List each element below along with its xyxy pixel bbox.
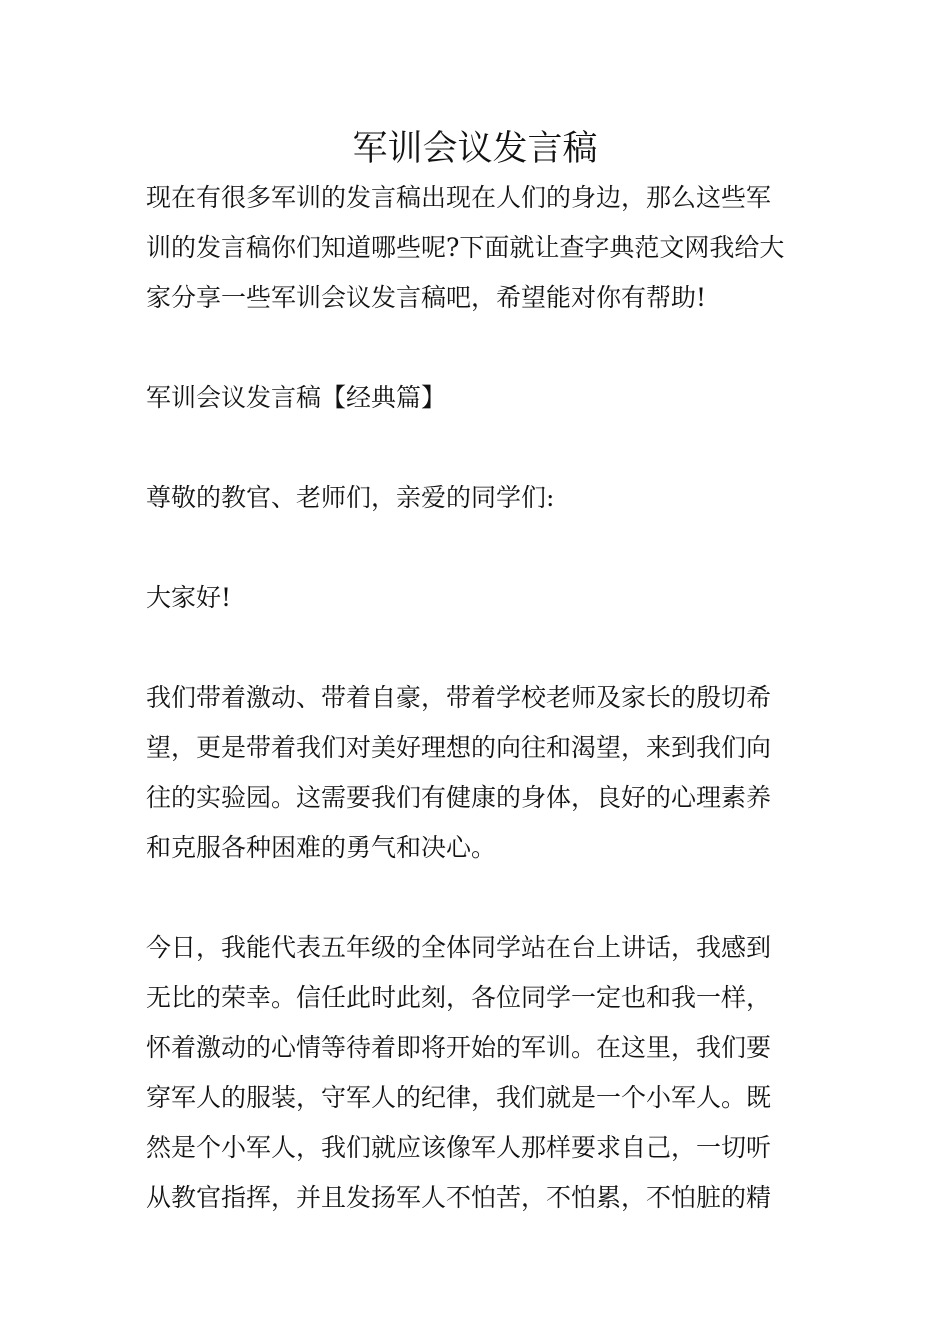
- text-line: 现在有很多军训的发言稿出现在人们的身边，那么这些军: [146, 183, 772, 212]
- text-line: 无比的荣幸。信任此时此刻，各位同学一定也和我一样，: [146, 983, 772, 1012]
- text-line: 今日，我能代表五年级的全体同学站在台上讲话，我感到: [146, 933, 772, 962]
- text-line: 我们带着激动、带着自豪，带着学校老师及家长的殷切希: [146, 683, 772, 712]
- text-line: 然是个小军人，我们就应该像军人那样要求自己，一切听: [146, 1133, 772, 1162]
- text-line: 和克服各种困难的勇气和决心。: [146, 833, 497, 862]
- salutation-line: 尊敬的教官、老师们，亲爱的同学们:: [146, 483, 555, 512]
- text-line: 望，更是带着我们对美好理想的向往和渴望，来到我们向: [146, 733, 772, 762]
- text-line: 训的发言稿你们知道哪些呢?下面就让查字典范文网我给大: [146, 233, 785, 262]
- section-heading: 军训会议发言稿【经典篇】: [146, 383, 447, 412]
- greeting-line: 大家好!: [146, 583, 232, 612]
- text-line: 穿军人的服装，守军人的纪律，我们就是一个小军人。既: [146, 1083, 772, 1112]
- text-line: 家分享一些军训会议发言稿吧，希望能对你有帮助!: [146, 283, 707, 312]
- text-line: 怀着激动的心情等待着即将开始的军训。在这里，我们要: [146, 1033, 772, 1062]
- text-line: 从教官指挥，并且发扬军人不怕苦，不怕累，不怕脏的精: [146, 1183, 772, 1212]
- document-title: 军训会议发言稿: [352, 129, 598, 169]
- text-line: 往的实验园。这需要我们有健康的身体，良好的心理素养: [146, 783, 772, 812]
